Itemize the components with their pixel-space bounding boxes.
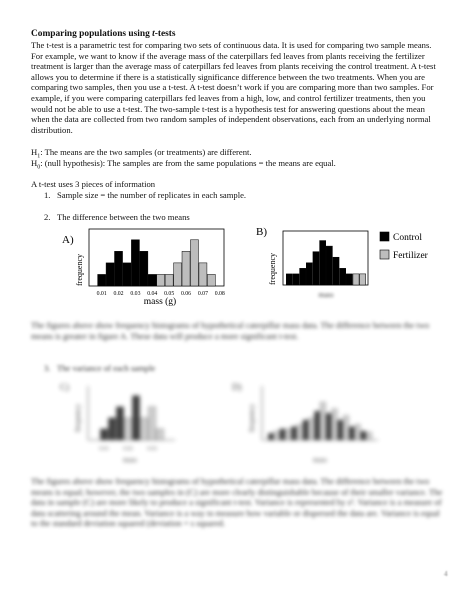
list-number-1: 1. [44,190,51,200]
h1-sub: 1 [37,153,41,160]
bar-d-2 [280,429,285,440]
panel-c-ylabel: frequency [74,404,82,432]
panel-a-xlabel: mass (g) [143,297,177,307]
heading-italic-t: t [152,29,155,39]
bar-b-6 [326,246,332,285]
bar-a-5 [140,251,148,286]
h1-label: H [31,147,38,157]
bar-d-5 [297,424,302,440]
panel-d-label: D) [232,382,242,392]
bar-d-14 [349,427,354,440]
bar-a-6 [148,274,156,286]
panel-d-ylabel: frequency [248,404,256,432]
section-heading [31,29,176,39]
bar-a-4 [131,240,139,286]
figure-2 [0,376,474,476]
bar-a-9 [174,263,182,286]
bar-d-4 [291,427,296,440]
panel-d-xlabel: mass [313,456,327,464]
bar-a-8 [165,274,173,286]
bar-d-6 [303,420,308,440]
bar-c-0 [100,429,107,440]
bar-d-13 [343,416,348,440]
bar-d-12 [338,420,343,440]
panel-c-label: C) [60,382,69,392]
bar-b-5 [320,241,326,285]
list-text-3: The variance of each sample [57,363,156,373]
bar-c-6 [148,407,155,440]
bar-d-9 [320,402,325,440]
panel-b-xlabel: mass [318,290,334,299]
bar-b-10 [353,274,359,285]
bar-d-0 [268,433,273,440]
bar-a-10 [182,251,190,286]
bar-c-5 [140,418,147,440]
bar-a-12 [199,263,207,286]
h0-label: H [31,158,38,168]
panel-b-label: B) [256,226,267,238]
tick-a-6: 0.07 [197,291,208,297]
tick-c-1: 0.02 [123,446,133,452]
bar-b-9 [346,274,352,285]
histogram-panel-b [256,226,368,299]
bar-d-3 [286,429,291,440]
bar-d-17 [366,432,371,440]
tick-c-0: 0.01 [99,446,109,452]
tick-a-4: 0.05 [164,291,175,297]
histogram-panel-d [232,382,378,464]
bar-c-7 [156,429,163,440]
heading-suffix: -tests [154,29,176,39]
figure-2-caption: The figures above show frequency histograms of hypothetical caterpillar mass data. The difference between the two means is equal; however, the two samples in (C) are more clearly distinguishable because of their smaller variance. The data in sample (C) are more likely to produce a significant t-test. Variance is represented by s². Variance is a measure of data scattering around the mean. Variance is a way to measure how variable or dispersed the data are. Variance is equal to the standard deviation squared (deviation = s squared. [31,476,443,529]
bar-c-4 [132,396,139,440]
bar-a-1 [106,263,114,286]
tick-a-5: 0.06 [180,291,192,297]
tick-a-3: 0.04 [147,291,158,297]
heading-prefix: Comparing populations using [31,29,153,39]
bar-c-3 [124,418,131,440]
intro-paragraph: The t-test is a parametric test for comparing two sets of continuous data. It is used for comparing two sample means. For example, we want to know if the average mass of the caterpillars fed leaves from plants receiving the fertilizer treatment is larger than the average mass of caterpillars fed leaves from plants receiving the control treatment. A t-test allows you to determine if there is a statistically significance difference between the two treatments. When you are comparing two samples, then you use a t-test. A t-test doesn’t work if you are comparing more than two samples. For example, if you were comparing caterpillars fed leaves from a high, low, and control fertilizer treatments, then you would not be able to use a t-test. The two-sample t-test is a hypothesis test for answering questions about the mean when the data are collected from two random samples of independent observations, each from an underlying normal distribution. [31,40,436,135]
legend-swatch-control [380,232,389,241]
bar-a-7 [157,274,165,286]
bar-b-2 [300,268,306,285]
histogram-panel-a [62,229,225,307]
bar-d-11 [332,409,337,440]
bar-d-1 [274,431,279,440]
bar-d-8 [314,411,319,440]
bar-b-0 [286,274,292,285]
panel-a-ylabel: frequency [75,254,84,286]
h1-text: : The means are the two samples (or treatments) are different. [40,147,252,157]
tick-c-2: 0.03 [147,446,157,452]
h0-text: : (null hypothesis): The samples are from the same populations = the means are equal. [40,158,336,168]
tick-a-7: 0.08 [214,291,225,297]
bar-b-1 [293,274,299,285]
list-text-2: The difference between the two means [57,212,190,222]
h0-sub: 0 [37,164,41,171]
bar-d-16 [361,431,366,440]
bar-d-15 [355,424,360,440]
legend-label-control: Control [393,233,423,243]
bar-c-1 [108,418,115,440]
info-intro: A t-test uses 3 pieces of information [31,179,156,189]
list-number-3: 3. [44,363,51,373]
bar-b-7 [333,257,339,285]
legend-swatch-fertilizer [380,250,389,259]
bar-b-3 [306,263,312,285]
bar-a-13 [207,274,215,286]
bar-b-11 [360,274,366,285]
figure-1-caption: The figures above show frequency histograms of hypothetical caterpillar mass data. The difference between the two means is greater in figure A. These data will produce a more significant t-test. [31,320,430,341]
tick-a-2: 0.03 [130,291,141,297]
hypothesis-h0 [31,158,336,173]
legend [380,232,429,261]
panel-c-xlabel: mass [123,456,137,464]
bar-b-4 [313,252,319,285]
bar-a-3 [123,263,131,286]
bar-a-0 [98,274,106,286]
bar-a-11 [190,240,198,286]
tick-a-1: 0.02 [113,291,124,297]
bar-c-2 [116,407,123,440]
histogram-panel-c [60,382,175,464]
panel-a-label: A) [62,234,74,246]
bar-d-10 [326,413,331,440]
bar-d-7 [309,418,314,440]
figure-1 [0,222,474,322]
panel-b-ylabel: frequency [268,253,277,285]
list-number-2: 2. [44,212,51,222]
page-number: 4 [444,570,448,578]
legend-label-fertilizer: Fertilizer [393,251,428,261]
bar-a-2 [115,251,123,286]
bar-b-8 [340,268,346,285]
list-text-1: Sample size = the number of replicates in each sample. [57,190,247,200]
tick-a-0: 0.01 [96,291,107,297]
